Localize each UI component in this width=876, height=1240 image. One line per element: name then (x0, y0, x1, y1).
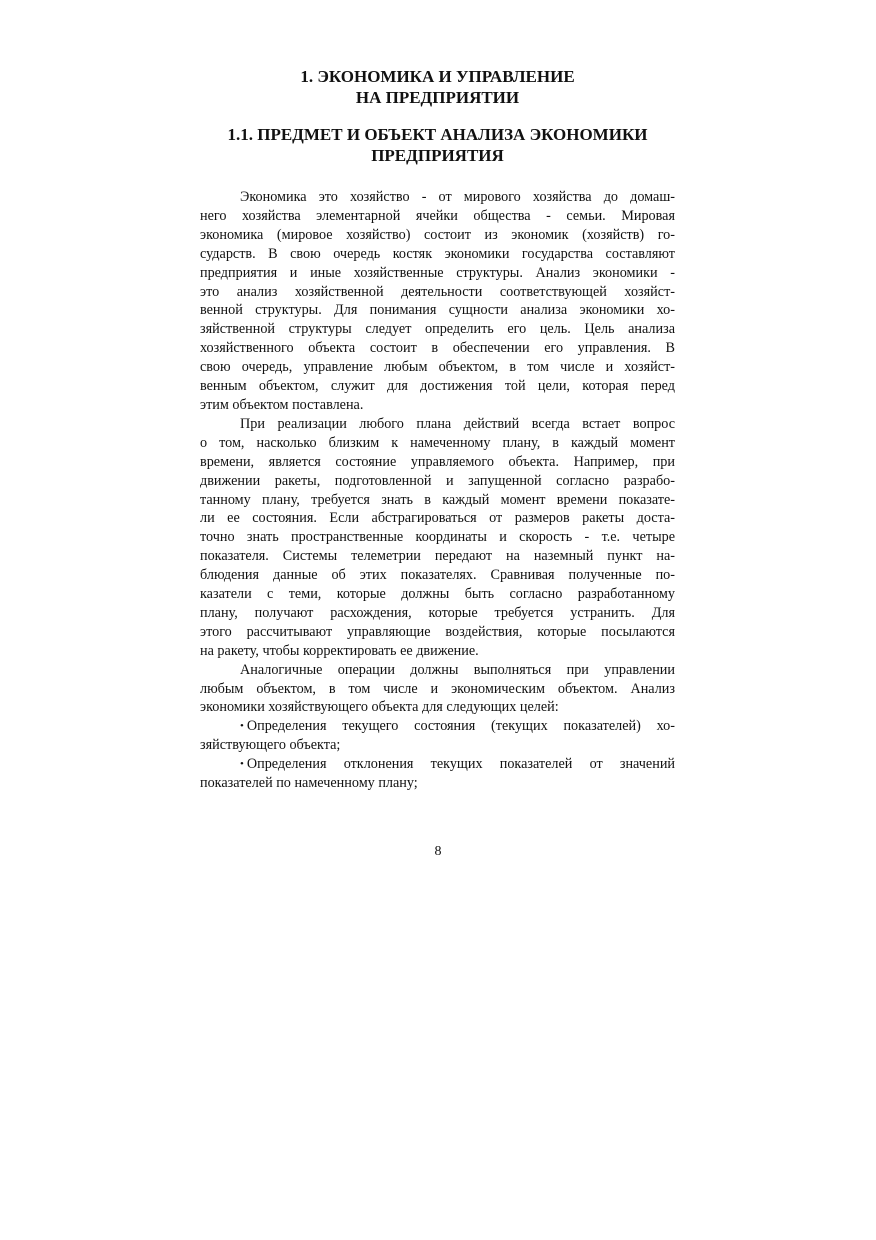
text-line: этого рассчитывают управляющие воздействия, которые посылаются (200, 623, 675, 640)
text-line: движении ракеты, подготовленной и запущенной согласно разрабо- (200, 472, 675, 489)
text-line: точно знать пространственные координаты и скорость - т.е. четыре (200, 529, 675, 546)
text-line: экономика (мировое хозяйство) состоит из экономик (хозяйств) го- (200, 226, 675, 243)
text-line: Определения отклонения текущих показателей от значений (246, 756, 675, 773)
bullet-first-line (200, 755, 675, 774)
text-line: казатели с теми, которые должны быть согласно разработанному (200, 586, 675, 603)
bullet-item (200, 717, 675, 755)
text-line: экономики хозяйствующего объекта для следующих целей: (200, 699, 559, 716)
page-number: 8 (434, 844, 442, 859)
paragraph (200, 415, 675, 661)
bullet-first-line (200, 717, 675, 736)
chapter-title-line: 1. ЭКОНОМИКА И УПРАВЛЕНИЕ (300, 67, 575, 86)
text-line: Экономика это хозяйство - от мирового хозяйства до домаш- (240, 189, 675, 205)
text-line: ли ее состояния. Если абстрагироваться от размеров ракеты доста- (200, 510, 675, 527)
text-line: хозяйственного объекта состоит в обеспечении его управления. В (200, 340, 675, 357)
text-line: Аналогичные операции должны выполняться при управлении (240, 661, 675, 678)
text-line: свою очередь, управление любым объектом, в том числе и хозяйст- (200, 359, 675, 376)
text-line: венным объектом, служит для достижения той цели, которая перед (200, 378, 675, 395)
text-line: венной структуры. Для понимания сущности анализа экономики хо- (200, 302, 675, 319)
section-title (200, 124, 675, 166)
bullet-icon: • (240, 758, 244, 771)
section-title-line: ПРЕДПРИЯТИЯ (371, 146, 504, 165)
text-line: При реализации любого плана действий всегда встает вопрос (240, 415, 675, 432)
text-line: Определения текущего состояния (текущих показателей) хо- (246, 718, 675, 735)
text-line: него хозяйства элементарной ячейки общества - семьи. Мировая (200, 207, 675, 224)
text-line: блюдения данные об этих показателях. Сравнивая полученные по- (200, 567, 675, 584)
text-line: танному плану, требуется знать в каждый момент времени показате- (200, 491, 675, 508)
bullet-item (200, 755, 675, 793)
section-title-line: 1.1. ПРЕДМЕТ И ОБЪЕКТ АНАЛИЗА ЭКОНОМИКИ (227, 125, 648, 144)
text-line: любым объектом, в том числе и экономическим объектом. Анализ (200, 680, 675, 697)
body-text (200, 188, 675, 793)
paragraph (200, 661, 675, 718)
text-line: показателя. Системы телеметрии передают на наземный пункт на- (200, 548, 675, 565)
bullet-icon: • (240, 720, 244, 733)
text-line: зяйственной структуры следует определить его цель. Цель анализа (200, 321, 675, 338)
text-line: это анализ хозяйственной деятельности соответствующей хозяйст- (200, 283, 675, 300)
chapter-title-line: НА ПРЕДПРИЯТИИ (355, 88, 520, 107)
chapter-title (200, 66, 675, 108)
text-line: плану, получают расхождения, которые требуется устранить. Для (200, 604, 675, 621)
text-line: зяйствующего объекта; (200, 737, 341, 754)
text-line: этим объектом поставлена. (200, 396, 364, 413)
text-line: сударств. В свою очередь костяк экономики государства составляют (200, 245, 675, 262)
page-content (200, 66, 675, 793)
text-line: на ракету, чтобы корректировать ее движение. (200, 642, 479, 659)
text-line: о том, насколько близким к намеченному плану, в каждый момент (200, 434, 675, 451)
text-line: времени, является состояние управляемого объекта. Например, при (200, 453, 675, 470)
text-line: предприятия и иные хозяйственные структуры. Анализ экономики - (200, 264, 675, 281)
paragraph (200, 188, 675, 415)
text-line: показателей по намеченному плану; (200, 775, 418, 792)
